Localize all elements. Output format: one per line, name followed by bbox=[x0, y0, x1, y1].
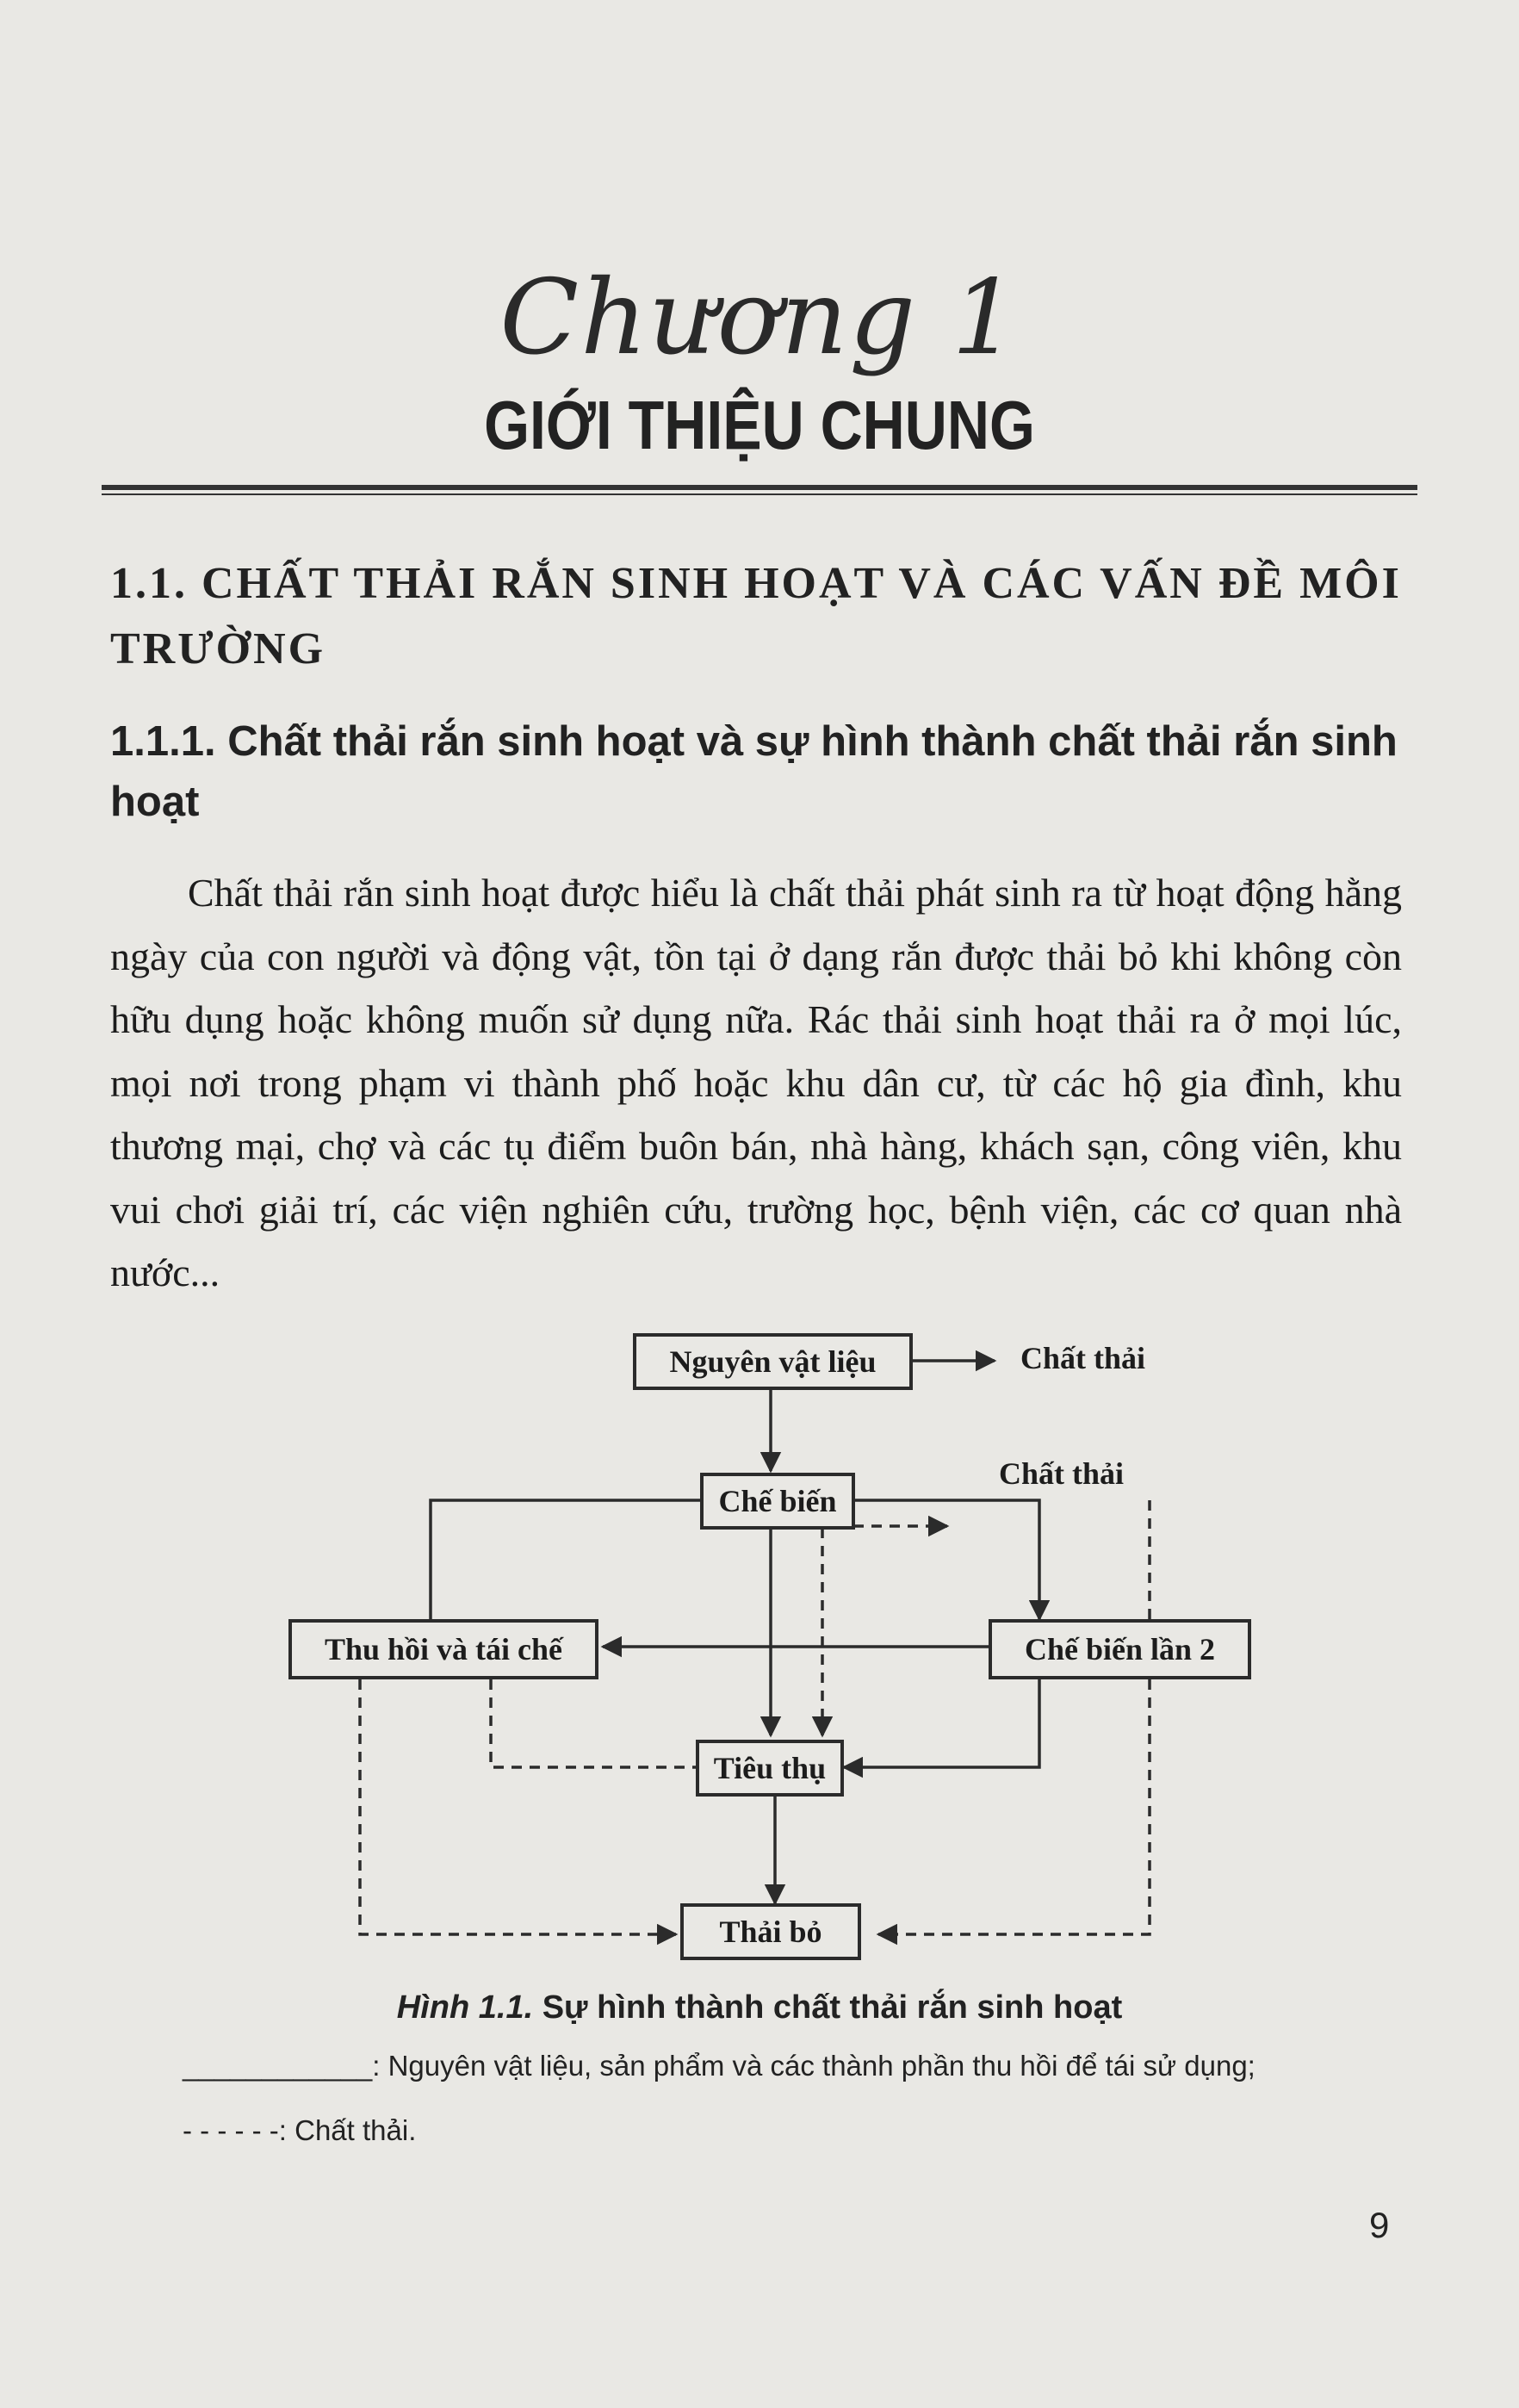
legend-dashed bbox=[183, 2114, 416, 2147]
legend-dashed-text: : Chất thải. bbox=[278, 2114, 417, 2146]
node-disposal: Thải bỏ bbox=[680, 1903, 861, 1960]
page-number: 9 bbox=[1369, 2205, 1390, 2245]
figure-caption-text: Sự hình thành chất thải rắn sinh hoạt bbox=[533, 1989, 1123, 2026]
dashed-line-symbol: - - - - - - bbox=[183, 2114, 279, 2146]
subsection-heading: 1.1.1. Chất thải rắn sinh hoạt và sự hình thành chất thải rắn sinh hoạt bbox=[110, 718, 1398, 825]
body-paragraph: Chất thải rắn sinh hoạt được hiểu là chất thải phát sinh ra từ hoạt động hằng ngày của con người và động vật, tồn tại ở dạng rắn được thải bỏ khi không còn hữu dụng hoặc không muốn sử dụng nữa. Rác thải sinh hoạt thải ra ở mọi lúc, mọi nơi trong phạm vi thành phố hoặc khu dân cư, từ các hộ gia đình, khu thương mại, chợ và các tụ điểm buôn bán, nhà hàng, khách sạn, công viên, khu vui chơi giải trí, các viện nghiên cứu, trường học, bệnh viện, các cơ quan nhà nước... bbox=[110, 871, 1402, 1294]
waste-label-1: Chất thải bbox=[1020, 1341, 1146, 1375]
node-raw-materials: Nguyên vật liệu bbox=[633, 1333, 913, 1390]
chapter-title: GIỚI THIỆU CHUNG bbox=[484, 387, 1035, 463]
chapter-divider bbox=[102, 485, 1417, 495]
node-recovery-recycling: Thu hồi và tái chế bbox=[288, 1619, 598, 1679]
figure-caption bbox=[0, 1989, 1519, 2026]
solid-line-symbol: ____________ bbox=[183, 2050, 373, 2082]
legend-solid bbox=[183, 2050, 1256, 2082]
node-consumption: Tiêu thụ bbox=[696, 1740, 844, 1797]
chapter-label: Chương 1 bbox=[499, 258, 1020, 378]
figure-number: Hình 1.1. bbox=[396, 1989, 534, 2026]
node-second-processing: Chế biến lần 2 bbox=[989, 1619, 1251, 1679]
section-heading: 1.1. CHẤT THẢI RẮN SINH HOẠT VÀ CÁC VẤN ĐỀ MÔI TRƯỜNG bbox=[110, 559, 1402, 673]
node-processing: Chế biến bbox=[700, 1473, 855, 1530]
waste-label-2: Chất thải bbox=[999, 1456, 1125, 1491]
legend-solid-text: : Nguyên vật liệu, sản phẩm và các thành phần thu hồi để tái sử dụng; bbox=[372, 2050, 1256, 2082]
